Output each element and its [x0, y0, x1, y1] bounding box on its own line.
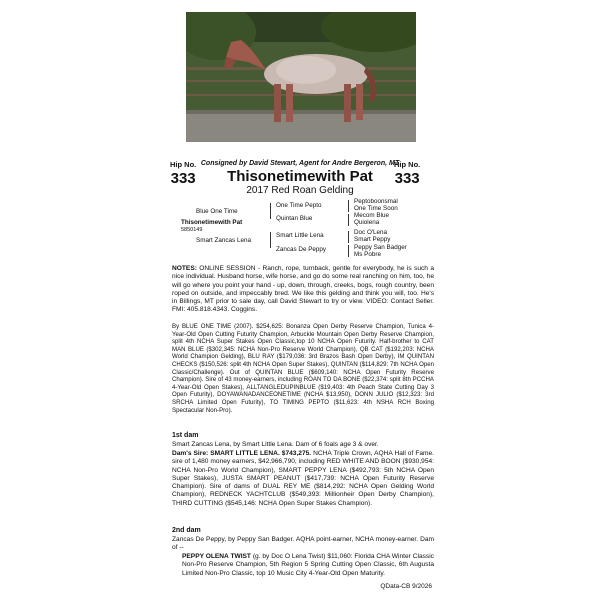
- pedigree-bracket: [348, 231, 349, 243]
- pedigree-reg-number: 5850149: [181, 227, 203, 233]
- pedigree-bracket: [348, 245, 349, 257]
- first-dam-heading: 1st dam: [172, 432, 199, 439]
- horse-photo: [186, 12, 416, 142]
- pedigree-dam: Smart Zancas Lena: [196, 237, 251, 244]
- hip-number: 333: [170, 170, 196, 187]
- pedigree-dam-dam: Zancas De Peppy: [276, 246, 327, 253]
- horse-name: Thisonetimewith Pat: [227, 168, 373, 185]
- pedigree-bracket: [270, 232, 271, 248]
- pedigree-dam-sire: Smart Little Lena: [276, 232, 324, 239]
- pedigree-g5: Doc O'Lena: [354, 229, 388, 236]
- notes-paragraph: [172, 265, 434, 315]
- pedigree-g4: Quiolena: [354, 219, 380, 226]
- pedigree-g2: One Time Soon: [354, 205, 398, 212]
- produce-text: (g. by Doc O Lena Twist) $11,060: Florida CHA Winter Classic Non-Pro Reserve Champion, 5th Region 5 Spring Cutting Open Classic, 6th Augusta Limited Non-Pro Classic, top 10 Music City 4-Year-Old Open Maturity.: [182, 553, 434, 577]
- notes-label: NOTES:: [172, 265, 197, 272]
- produce-record: [182, 553, 434, 578]
- notes-text: ONLINE SESSION - Ranch, rope, turnback, gentle for everybody, he is such a nice individual. Husband horse, wife horse, and go do some real ranching on him, too, he will go where you point your hand - up, down, through, creeks, bogs, rough country, been roped on outside, and impeccably bred. We like this gelding and think you will, too. He's in Billings, MT prior to sale day, call David Stewart to try or view. VIDEO: Contact Seller. FMI: 405.818.4343. Coggins.: [172, 265, 434, 314]
- horse-description: 2017 Red Roan Gelding: [246, 185, 354, 196]
- footer-credit: QData-CB 9/2026: [380, 583, 432, 590]
- dams-sire-paragraph: [172, 450, 434, 508]
- pedigree-g3: Mecom Blue: [354, 212, 389, 219]
- dams-sire-label: Dam's Sire: SMART LITTLE LENA. $743,275.: [172, 450, 312, 457]
- consignor-line: Consigned by David Stewart, Agent for Andre Bergeron, MT: [200, 160, 400, 167]
- pedigree-g8: Ms Pobre: [354, 251, 381, 258]
- dams-sire-text: NCHA Triple Crown, AQHA Hall of Fame. sire of 1,480 money earners, $42,966,790, including RED WHITE AND BOON ($930,954: NCHA Non-Pro World Champion), SMART PEPPY LENA ($492,793: 5th NCHA Open Super Stakes), JUSTA SMART PEANUT ($417,739: NCHA Open Futurity Reserve Champion). Sire of dams of DUAL REY ME ($814,292: NCHA Open Gelding World Champion), REDNECK YACHTCLUB ($549,393: Millionheir Open Derby Champion), THIRD CUTTING ($545,146: NCHA Open Super Stakes Champion).: [172, 450, 435, 507]
- hip-label: Hip No.: [394, 160, 421, 169]
- hip-number: 333: [394, 170, 420, 187]
- pedigree-bracket: [348, 214, 349, 226]
- pedigree-horse-name: Thisonetimewith Pat: [181, 219, 243, 226]
- second-dam-heading: 2nd dam: [172, 527, 201, 534]
- pedigree-g1: Peptoboonsmal: [354, 198, 398, 205]
- pedigree-sire: Blue One Time: [196, 208, 238, 215]
- pedigree-sire-dam: Quintan Blue: [276, 215, 313, 222]
- first-dam-intro: Smart Zancas Lena, by Smart Little Lena. Dam of 6 foals age 3 & over.: [172, 441, 379, 448]
- pedigree-bracket: [270, 203, 271, 219]
- sire-paragraph: By BLUE ONE TIME (2007). $254,625: Bonanza Open Derby Reserve Champion, Tunica 4-Year-Old Open Cutting Futurity Champion, Arbuckle Mountain Open Derby Reserve Champion, split 4th NCHA Super Stakes Open Classic,top 10 NCHA Open Futurity. Half-brother to CAT MAN BLUE ($302,345: NCHA Non-Pro Reserve World Champion), QB CAT ($192,203: NCHA World Champion Gelding), BLU RAY ($179,036: 3rd Brazos Bash Open Derby), IM QUINTAN CHECKS ($150,526: split 4th NCHA Open Super Stakes), QUINTAN ($114,829: 7th NCHA Open Classic/Challenge). Out of QUINTAN BLUE ($609,140: NCHA Open Futurity Reserve Champion). Sire of 43 money-earners, including ROAN TO DA BONE ($22,374: split 8th PCCHA 4-Year-Old Open Stakes), ALLTANGLEDUPINBLUE ($19,403: 4th Peach State Cutting Day 3 Open Futurity), DOYAWANADANCEONETIME (NCHA $13,950), DONN JULIO ($12,323: 3rd SRCHA Limited Open Futurity), TO TIMING PEPTO ($11,623: 4th NSHA RCH Boxing Spectacular Non-Pro).: [172, 323, 434, 414]
- pedigree-bracket: [348, 200, 349, 212]
- pedigree-g7: Peppy San Badger: [354, 244, 407, 251]
- second-dam-intro: Zancas De Peppy, by Peppy San Badger. AQHA point-earner, NCHA money-earner. Dam of --: [172, 536, 434, 552]
- produce-name: PEPPY OLENA TWIST: [182, 553, 251, 560]
- pedigree-g6: Smart Peppy: [354, 236, 391, 243]
- hip-label: Hip No.: [170, 160, 197, 169]
- pedigree-sire-sire: One Time Pepto: [276, 202, 322, 209]
